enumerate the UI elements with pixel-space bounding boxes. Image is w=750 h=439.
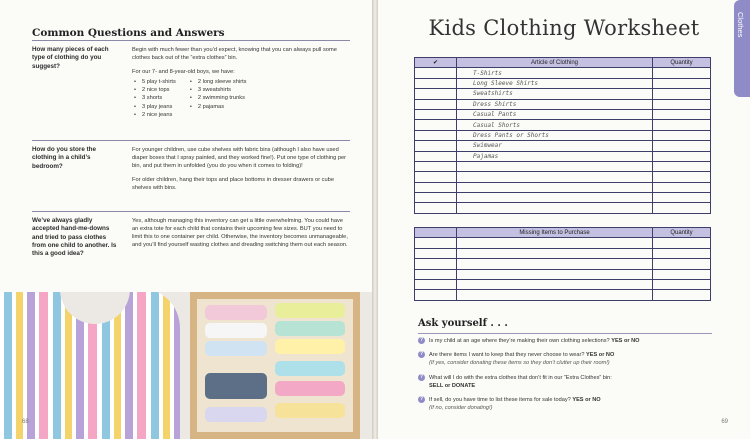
- answer-2-p2: For older children, hang their tops and place bottoms in dresser drawers or cube shelves with bins.: [132, 177, 335, 192]
- missing-item-cell[interactable]: [457, 290, 653, 300]
- table-row: [415, 151, 711, 161]
- ask-note: (If yes, consider donating these items so they don’t clutter up their room!): [429, 360, 610, 367]
- table-row: [415, 193, 711, 203]
- question-icon: ?: [419, 396, 424, 402]
- chapter-tab-label: Clothes: [736, 12, 745, 38]
- table-row: [415, 141, 711, 151]
- folded-shirt: [275, 403, 345, 418]
- page-number: 69: [721, 419, 728, 425]
- folded-shirt: [275, 381, 345, 396]
- left-page: [0, 0, 372, 439]
- check-cell[interactable]: [415, 151, 457, 161]
- divider: [32, 40, 350, 41]
- folded-shirt: [205, 341, 267, 356]
- missing-items-header: Missing Items to Purchase: [457, 228, 653, 238]
- check-cell[interactable]: [415, 78, 457, 88]
- question-1: How many pieces of each type of clothing do you suggest?: [32, 46, 109, 70]
- check-cell[interactable]: [415, 193, 457, 203]
- check-cell[interactable]: [415, 141, 457, 151]
- chapter-tab: [734, 0, 750, 97]
- article-cell[interactable]: Long Sleeve Shirts: [457, 78, 653, 88]
- check-cell[interactable]: [415, 68, 457, 78]
- question-3: We’ve always gladly accepted hand-me-downs and tried to pass clothes from one child to another. Is this a good idea?: [32, 217, 117, 258]
- check-cell[interactable]: [415, 130, 457, 140]
- answer-2: [132, 146, 348, 198]
- worksheet-title: Kids Clothing Worksheet: [428, 16, 700, 40]
- missing-item-cell[interactable]: [457, 248, 653, 258]
- folded-shirt: [275, 321, 345, 336]
- ask-answer: YES or NO: [572, 397, 601, 403]
- divider: [418, 333, 712, 334]
- ask-item: [418, 337, 718, 345]
- list-item: • 2 swimming trunks: [188, 94, 247, 102]
- answer-1: [132, 46, 348, 125]
- qa-title: Common Questions and Answers: [32, 27, 225, 39]
- missing-item-cell[interactable]: [457, 238, 653, 248]
- table-row: [415, 89, 711, 99]
- table-row: [415, 172, 711, 182]
- list-item: • 2 pajamas: [188, 103, 247, 111]
- folded-shirt: [275, 339, 345, 354]
- check-cell[interactable]: [415, 279, 457, 289]
- ask-text: Is my child at an age where they’re making their own clothing selections?: [429, 338, 610, 344]
- article-cell[interactable]: [457, 182, 653, 192]
- quantity-cell[interactable]: [653, 182, 711, 192]
- ask-item: [418, 374, 718, 390]
- quantity-cell[interactable]: [653, 68, 711, 78]
- check-cell[interactable]: [415, 99, 457, 109]
- folded-shirt: [205, 323, 267, 338]
- ask-item: [418, 396, 718, 412]
- quantity-cell[interactable]: [653, 172, 711, 182]
- answer-1-p1: Begin with much fewer than you’d expect, knowing that you can always pull some clothes back out of the “extra clothes” bin.: [132, 47, 337, 62]
- quantity-cell[interactable]: [653, 290, 711, 300]
- article-cell[interactable]: [457, 161, 653, 171]
- question-icon: ?: [419, 337, 424, 343]
- ask-text: If sell, do you have time to list these items for sale today?: [429, 397, 571, 403]
- quantity-cell[interactable]: [653, 248, 711, 258]
- list-item: • 3 shorts: [132, 94, 176, 102]
- table-row: [415, 203, 711, 213]
- article-cell[interactable]: Sweatshirts: [457, 89, 653, 99]
- table-row: [415, 78, 711, 88]
- answer-2-p1: For younger children, use cube shelves with fabric bins (although I also have used diaper boxes that I spray painted, and they worked fine!). Put one type of clothing per bin, and put them in unfolded (you do you when it comes to folding)!: [132, 147, 347, 170]
- article-cell[interactable]: Dress Pants or Shorts: [457, 130, 653, 140]
- question-2: How do you store the clothing in a child’s bedroom?: [32, 146, 97, 170]
- missing-item-cell[interactable]: [457, 259, 653, 269]
- quantity-cell[interactable]: [653, 89, 711, 99]
- check-cell[interactable]: [415, 120, 457, 130]
- check-cell[interactable]: [415, 182, 457, 192]
- question-icon: ?: [419, 351, 424, 357]
- check-cell[interactable]: [415, 248, 457, 258]
- quantity-cell[interactable]: [653, 151, 711, 161]
- ask-text: What will I do with the extra clothes that don’t fit in our “Extra Clothes” bin:: [429, 375, 612, 381]
- clothes-drawer: [190, 292, 360, 439]
- answer-1-p2: For our 7- and 8-year-old boys, we have:: [132, 69, 235, 76]
- article-cell[interactable]: Casual Shorts: [457, 120, 653, 130]
- check-cell[interactable]: [415, 269, 457, 279]
- clothing-table: [414, 57, 711, 214]
- page-number: 68: [22, 419, 29, 425]
- quantity-cell[interactable]: [653, 141, 711, 151]
- divider: [32, 140, 350, 141]
- article-cell[interactable]: Swimwear: [457, 141, 653, 151]
- clothing-count-list: [132, 78, 348, 118]
- article-cell[interactable]: Casual Pants: [457, 109, 653, 119]
- ask-item: [418, 351, 718, 367]
- check-cell[interactable]: [415, 259, 457, 269]
- quantity-cell[interactable]: [653, 130, 711, 140]
- article-cell[interactable]: Dress Shirts: [457, 99, 653, 109]
- quantity-cell[interactable]: [653, 193, 711, 203]
- ask-answer: YES or NO: [611, 338, 640, 344]
- quantity-cell[interactable]: [653, 238, 711, 248]
- answer-3-p1: Yes, although managing this inventory can get a little overwhelming. You could have an extra tote for each child that contains their upcoming few sizes. BUT you need to limit this to one container per child. Otherwise, the inventory becomes unmanageable, and you’ll find yourself wasting clothes and dreading switching them out each season.: [132, 218, 348, 249]
- check-cell[interactable]: [415, 290, 457, 300]
- quantity-header: Quantity: [653, 58, 711, 68]
- article-cell[interactable]: T-Shirts: [457, 68, 653, 78]
- list-item: • 2 nice jeans: [132, 111, 176, 119]
- folded-jeans: [205, 373, 267, 399]
- folded-shirt: [275, 303, 345, 318]
- check-header: [415, 228, 457, 238]
- folded-shirt: [205, 407, 267, 422]
- quantity-cell[interactable]: [653, 99, 711, 109]
- quantity-cell[interactable]: [653, 259, 711, 269]
- table-row: [415, 290, 711, 300]
- list-item: • 2 long sleeve shirts: [188, 78, 247, 86]
- table-row: [415, 130, 711, 140]
- clothes-photo: [0, 292, 372, 439]
- table-row: [415, 259, 711, 269]
- table-row: [415, 99, 711, 109]
- check-cell[interactable]: [415, 172, 457, 182]
- folded-shirt: [205, 305, 267, 320]
- ask-text: Are there items I want to keep that they never choose to wear?: [429, 352, 585, 358]
- check-cell[interactable]: [415, 203, 457, 213]
- table-row: [415, 182, 711, 192]
- ask-answer: SELL or DONATE: [429, 383, 476, 390]
- divider: [32, 211, 350, 212]
- quantity-cell[interactable]: [653, 78, 711, 88]
- check-header: ✔: [415, 58, 457, 68]
- table-row: [415, 109, 711, 119]
- table-row: [415, 120, 711, 130]
- check-cell[interactable]: [415, 109, 457, 119]
- quantity-cell[interactable]: [653, 161, 711, 171]
- folded-shirt: [275, 361, 345, 376]
- list-item: • 3 play jeans: [132, 103, 176, 111]
- table-row: [415, 279, 711, 289]
- quantity-cell[interactable]: [653, 109, 711, 119]
- quantity-cell[interactable]: [653, 203, 711, 213]
- table-row: [415, 68, 711, 78]
- check-cell[interactable]: [415, 238, 457, 248]
- list-item: • 5 play t-shirts: [132, 78, 176, 86]
- quantity-cell[interactable]: [653, 269, 711, 279]
- check-cell[interactable]: [415, 89, 457, 99]
- check-cell[interactable]: [415, 161, 457, 171]
- ask-note: (If no, consider donating!): [429, 405, 493, 412]
- missing-item-cell[interactable]: [457, 269, 653, 279]
- article-header: Article of Clothing: [457, 58, 653, 68]
- article-cell[interactable]: Pajamas: [457, 151, 653, 161]
- article-cell[interactable]: [457, 203, 653, 213]
- answer-3: [132, 217, 348, 255]
- table-row: [415, 269, 711, 279]
- list-item: • 3 sweatshirts: [188, 86, 247, 94]
- table-row: [415, 248, 711, 258]
- article-cell[interactable]: [457, 172, 653, 182]
- table-row: [415, 238, 711, 248]
- missing-item-cell[interactable]: [457, 279, 653, 289]
- ask-yourself-title: Ask yourself . . .: [418, 318, 508, 329]
- quantity-cell[interactable]: [653, 279, 711, 289]
- right-page: [378, 0, 750, 439]
- table-row: [415, 161, 711, 171]
- quantity-cell[interactable]: [653, 120, 711, 130]
- quantity-header: Quantity: [653, 228, 711, 238]
- missing-items-table: [414, 227, 711, 301]
- question-icon: ?: [419, 374, 424, 380]
- list-item: • 2 nice tops: [132, 86, 176, 94]
- article-cell[interactable]: [457, 193, 653, 203]
- ask-answer: YES or NO: [586, 352, 615, 358]
